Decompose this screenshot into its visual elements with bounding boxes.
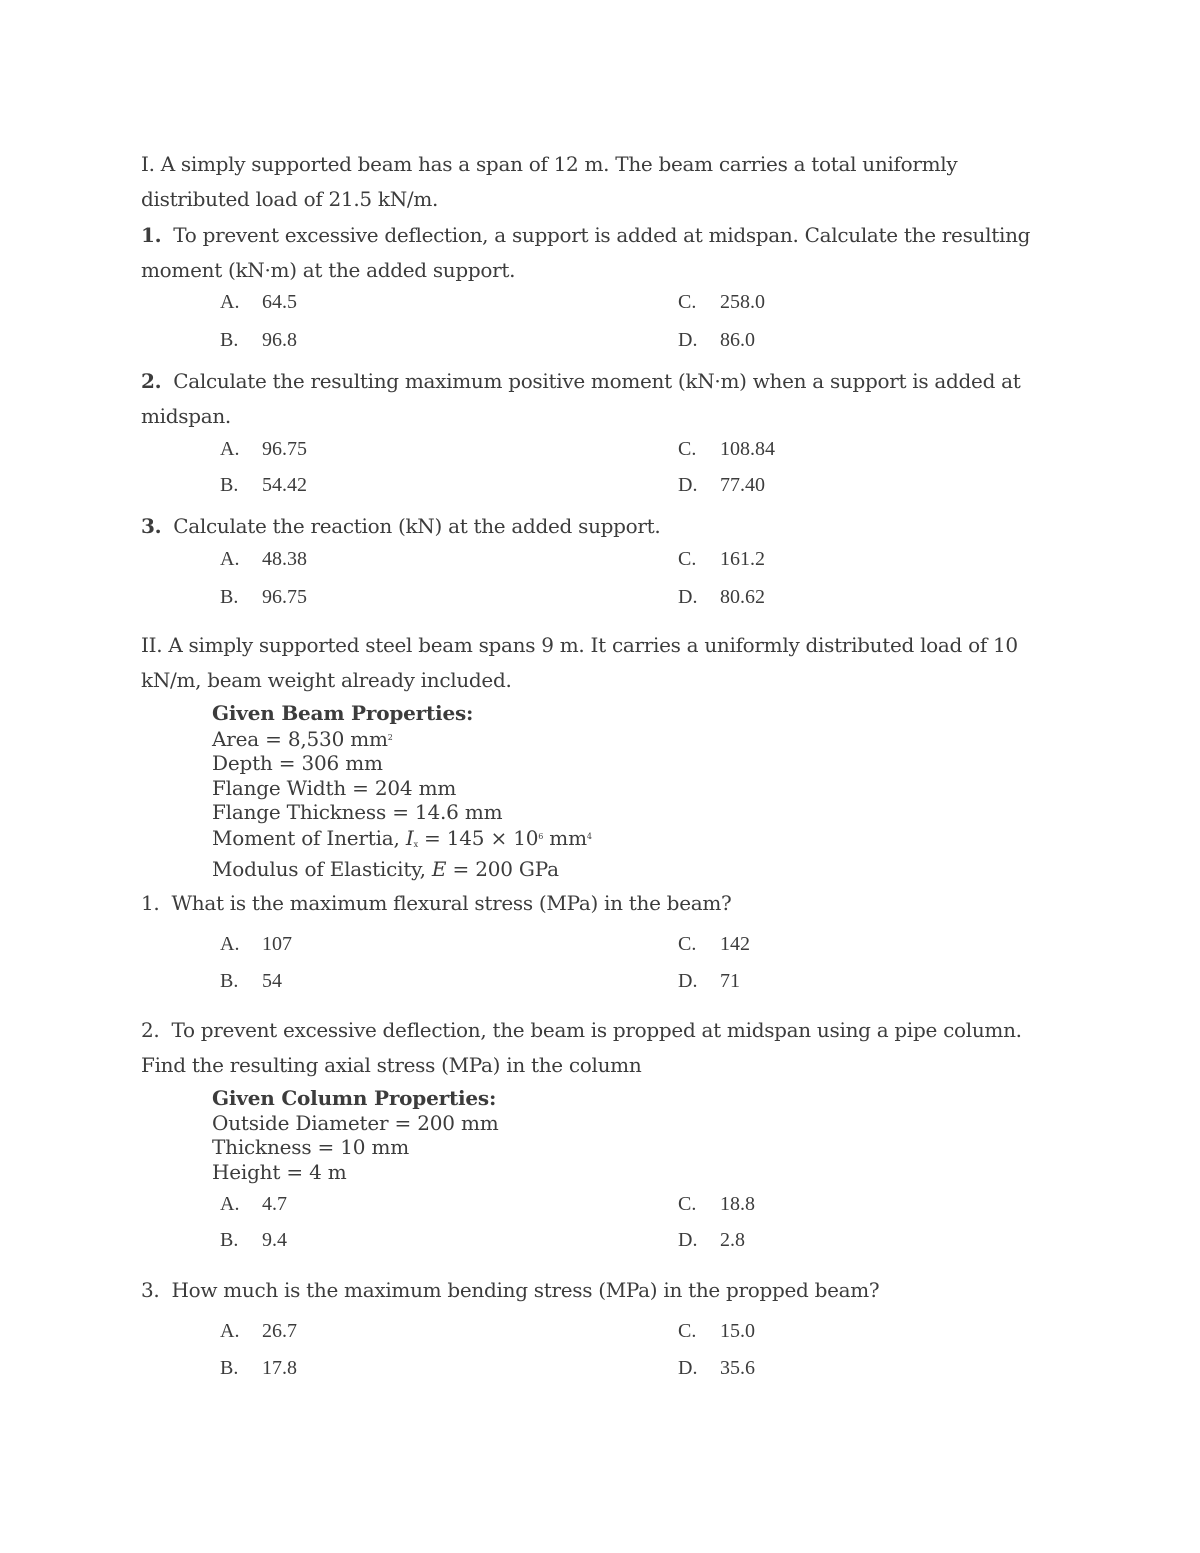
question-text: Calculate the resulting maximum positive moment (kN·m) when a support is added at midspan. (141, 369, 1021, 428)
question-number: 3. (141, 514, 162, 538)
question-text: What is the maximum flexural stress (MPa) in the beam? (171, 891, 732, 915)
option-c: C. 15.0 (678, 1320, 755, 1342)
option-a: A. 48.38 (220, 548, 307, 570)
question-number: 3. (141, 1278, 160, 1302)
option-a: A. 64.5 (220, 291, 297, 313)
beam-properties (212, 701, 592, 882)
option-d: D. 80.62 (678, 586, 765, 608)
option-d: D. 86.0 (678, 329, 755, 351)
option-b: B. 54 (220, 970, 282, 992)
option-c: C. 18.8 (678, 1193, 755, 1215)
column-properties-heading: Given Column Properties: (212, 1086, 497, 1110)
option-b: B. 9.4 (220, 1229, 287, 1251)
option-a: A. 4.7 (220, 1193, 287, 1215)
option-a: A. 107 (220, 933, 292, 955)
question-text: How much is the maximum bending stress (MPa) in the propped beam? (171, 1278, 880, 1302)
question-text: To prevent excessive deflection, a support is added at midspan. Calculate the resulting moment (kN·m) at the added support. (141, 223, 1031, 282)
part2-question-3 (141, 1273, 1061, 1308)
question-number: 1. (141, 223, 162, 247)
question-number: 1. (141, 891, 160, 915)
option-b: B. 54.42 (220, 474, 307, 496)
beam-flange-thickness: Flange Thickness = 14.6 mm (212, 800, 503, 824)
column-height: Height = 4 m (212, 1159, 347, 1184)
beam-properties-heading: Given Beam Properties: (212, 701, 474, 725)
beam-moment-of-inertia: Moment of Inertia, $I_x = 145 \times 10^6$ $mm^4$ (212, 825, 592, 850)
question-number: 2. (141, 369, 162, 393)
option-a: A. 96.75 (220, 438, 307, 460)
part1-question-1 (141, 218, 1061, 288)
option-c: C. 258.0 (678, 291, 765, 313)
question-number: 2. (141, 1018, 160, 1042)
column-outside-diameter: Outside Diameter = 200 mm (212, 1110, 499, 1135)
part1-question-2 (141, 364, 1061, 434)
option-c: C. 108.84 (678, 438, 775, 460)
option-b: B. 96.8 (220, 329, 297, 351)
option-b: B. 17.8 (220, 1357, 297, 1379)
part1-question-3 (141, 509, 1061, 544)
option-a: A. 26.7 (220, 1320, 297, 1342)
option-d: D. 71 (678, 970, 740, 992)
beam-area: Area = 8,530 $mm^2$ (212, 726, 393, 751)
option-c: C. 161.2 (678, 548, 765, 570)
beam-flange-width: Flange Width = 204 mm (212, 775, 457, 800)
part2-intro: II. A simply supported steel beam spans 9 m. It carries a uniformly distributed load of 10 kN/m, beam weight already included. (141, 633, 1018, 692)
question-text: To prevent excessive deflection, the beam is propped at midspan using a pipe column. Find the resulting axial stress (MPa) in the column (141, 1018, 1022, 1077)
column-thickness: Thickness = 10 mm (212, 1135, 409, 1159)
question-text: Calculate the reaction (kN) at the added support. (173, 514, 661, 538)
beam-modulus-of-elasticity: Modulus of Elasticity, E = 200 GPa (212, 857, 559, 881)
column-properties (212, 1086, 499, 1184)
option-c: C. 142 (678, 933, 750, 955)
part2-question-2 (141, 1013, 1061, 1083)
beam-depth: Depth = 306 mm (212, 751, 383, 775)
part2-question-1 (141, 886, 1061, 921)
option-b: B. 96.75 (220, 586, 307, 608)
option-d: D. 2.8 (678, 1229, 745, 1251)
option-d: D. 77.40 (678, 474, 765, 496)
part1-intro: I. A simply supported beam has a span of 12 m. The beam carries a total uniformly distributed load of 21.5 kN/m. (141, 152, 958, 211)
option-d: D. 35.6 (678, 1357, 755, 1379)
